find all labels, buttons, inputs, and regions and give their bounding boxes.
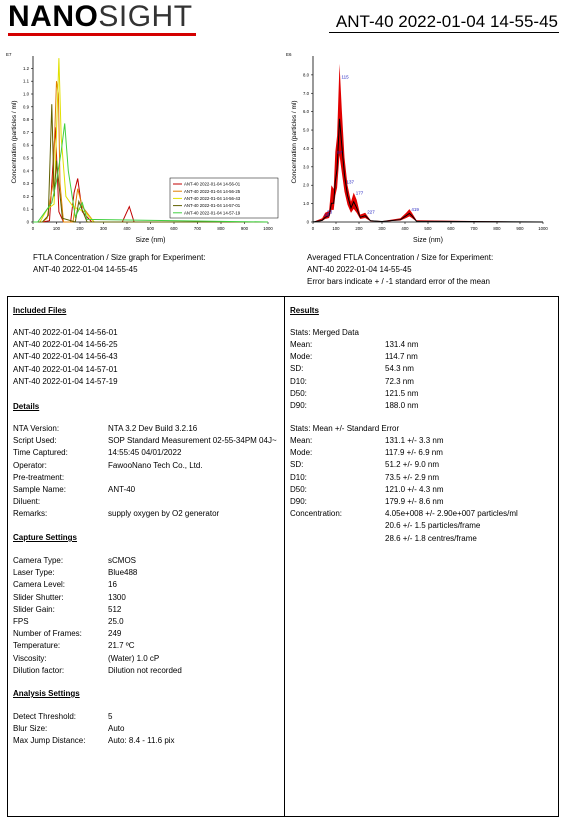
included-files-heading: Included Files	[13, 306, 67, 315]
x-tick-label: 200	[76, 226, 84, 231]
merged-stat-label: D90:	[290, 401, 307, 410]
x-tick-label: 400	[401, 226, 409, 231]
x-tick-label: 500	[146, 226, 155, 231]
legend-entry: ANT-40 2022-01-04 14-56-25	[184, 188, 241, 194]
peak-label: 97	[337, 149, 343, 155]
y-tick-label: 2.0	[303, 182, 309, 188]
detail-label: Remarks:	[13, 509, 48, 519]
peak-label: 115	[341, 74, 349, 80]
mean-se-stat-label: D50:	[290, 484, 307, 494]
mean-se-stat-value: 117.9 +/- 6.9 nm	[385, 448, 443, 458]
included-file-item: ANT-40 2022-01-04 14-56-01	[13, 328, 118, 337]
y-tick-label: 7.0	[303, 90, 309, 96]
capture-setting-label: Temperature:	[13, 641, 61, 651]
mean-se-stat-label: SD:	[290, 460, 304, 470]
capture-setting-value: 25.0	[108, 617, 124, 626]
capture-setting-value: 249	[108, 629, 122, 639]
legend-entry: ANT-40 2022-01-04 14-57-01	[184, 203, 241, 209]
x-tick-label: 700	[470, 226, 478, 231]
capture-setting-value: 16	[108, 580, 117, 590]
y-tick-label: 5.0	[303, 127, 309, 133]
merged-stat-value: 114.7 nm	[385, 352, 418, 362]
capture-setting-value: Dilution not recorded	[108, 665, 182, 675]
y-tick-label: 0.4	[23, 168, 29, 174]
capture-setting-label: Camera Level:	[13, 580, 66, 590]
logo-underline	[8, 33, 196, 36]
peak-label: 53	[327, 209, 333, 215]
capture-setting-value: 1300	[108, 592, 126, 602]
x-tick-label: 0	[31, 226, 35, 231]
details-heading: Details	[13, 402, 40, 411]
y-tick-label: 0.6	[23, 142, 29, 148]
mean-se-stat-value: 28.6 +/- 1.8 centres/frame	[385, 533, 477, 543]
included-file-item: ANT-40 2022-01-04 14-56-43	[13, 352, 118, 362]
y-tick-label: 3.0	[303, 164, 309, 170]
x-axis-label: Size (nm)	[135, 237, 166, 244]
mean-se-stat-label: D90:	[290, 497, 307, 506]
y-tick-label: 0.3	[23, 181, 29, 187]
analysis-setting-value: 5	[108, 712, 113, 721]
x-tick-label: 800	[493, 226, 501, 231]
averaged-ftla-chart	[280, 48, 562, 248]
analysis-setting-label: Detect Threshold:	[13, 712, 76, 721]
merged-data-label: Stats: Merged Data	[290, 328, 359, 337]
detail-label: Time Captured:	[13, 448, 68, 458]
left-chart-caption-1: FTLA Concentration / Size graph for Experiment:	[33, 253, 206, 262]
run-title: ANT-40 2022-01-04 14-55-45	[335, 12, 558, 31]
merged-stat-value: 131.4 nm	[385, 340, 419, 349]
mean-se-stat-value: 20.6 +/- 1.5 particles/frame	[385, 521, 481, 531]
analysis-setting-value: Auto: 8.4 - 11.6 pix	[108, 736, 175, 746]
detail-label: Operator:	[13, 460, 47, 470]
merged-stat-value: 188.0 nm	[385, 401, 419, 410]
mean-se-label: Stats: Mean +/- Standard Error	[290, 424, 400, 433]
x-tick-label: 100	[332, 226, 340, 231]
x-tick-label: 300	[99, 226, 108, 231]
y-axis-label: Concentration (particles / ml)	[11, 100, 18, 184]
merged-stat-label: Mode:	[290, 352, 313, 362]
capture-setting-label: Slider Shutter:	[13, 592, 64, 602]
mean-se-stat-label: Mean:	[290, 436, 313, 445]
x-tick-label: 900	[240, 226, 249, 231]
y-tick-label: 1.2	[23, 65, 29, 71]
y-tick-label: 0.9	[23, 104, 29, 110]
x-tick-label: 0	[311, 226, 315, 231]
capture-setting-value: 512	[108, 604, 122, 614]
error-band	[313, 64, 543, 222]
mean-se-stat-label: D10:	[290, 472, 307, 482]
peak-label: 227	[367, 209, 375, 215]
y-tick-label: 8.0	[303, 72, 309, 78]
detail-value: FawooNano Tech Co., Ltd.	[108, 460, 203, 470]
capture-setting-label: Number of Frames:	[13, 629, 82, 639]
merged-stat-value: 121.5 nm	[385, 388, 419, 398]
y-tick-label: 1.0	[23, 91, 29, 97]
y-tick-label: 4.0	[303, 145, 309, 151]
detail-label: Sample Name:	[13, 485, 66, 494]
right-chart-caption-1: Averaged FTLA Concentration / Size for Experiment:	[307, 253, 494, 262]
x-tick-label: 500	[424, 226, 432, 231]
peak-label: 419	[411, 206, 419, 212]
results-heading: Results	[290, 306, 319, 315]
y-tick-label: 6.0	[303, 109, 309, 115]
logo-light-text: SIGHT	[98, 0, 193, 33]
ftla-concentration-chart	[0, 48, 282, 248]
capture-setting-value: Blue488	[108, 568, 138, 578]
peak-label: 177	[355, 190, 364, 196]
mean-se-stat-value: 73.5 +/- 2.9 nm	[385, 472, 440, 482]
right-chart-caption-2: ANT-40 2022-01-04 14-55-45	[307, 265, 412, 274]
detail-value: ANT-40	[108, 485, 136, 494]
detail-value: 14:55:45 04/01/2022	[108, 448, 182, 458]
analysis-setting-label: Max Jump Distance:	[13, 736, 86, 746]
capture-setting-label: Camera Type:	[13, 556, 64, 565]
y-tick-label: 0.7	[23, 129, 29, 135]
legend-entry: ANT-40 2022-01-04 14-56-43	[184, 196, 241, 201]
capture-settings-heading: Capture Settings	[13, 533, 78, 542]
mean-se-stat-value: 179.9 +/- 8.6 nm	[385, 497, 444, 506]
right-chart-caption-3: Error bars indicate + / -1 standard error of the mean	[307, 277, 490, 286]
y-exponent-label: E7	[6, 52, 12, 57]
x-tick-label: 300	[378, 226, 386, 231]
legend-entry: ANT-40 2022-01-04 14-56-01	[184, 181, 241, 187]
merged-stat-label: D10:	[290, 376, 307, 386]
run-title-underline	[329, 32, 559, 33]
capture-setting-label: Dilution factor:	[13, 665, 65, 675]
detail-label: Pre-treatment:	[13, 472, 65, 482]
capture-setting-value: (Water) 1.0 cP	[108, 653, 160, 663]
x-tick-label: 200	[355, 226, 363, 231]
y-exponent-label: E6	[286, 52, 292, 57]
merged-stat-value: 72.3 nm	[385, 376, 414, 386]
y-axis-label: Concentration (particles / ml)	[291, 100, 298, 184]
y-tick-label: 1.1	[23, 78, 29, 84]
x-tick-label: 600	[447, 226, 455, 231]
included-file-item: ANT-40 2022-01-04 14-56-25	[13, 340, 118, 350]
capture-setting-value: 21.7 ºC	[108, 641, 135, 651]
x-tick-label: 100	[52, 226, 61, 231]
x-tick-label: 700	[193, 226, 202, 231]
y-tick-label: 0.1	[23, 206, 29, 212]
merged-stat-value: 54.3 nm	[385, 364, 414, 374]
included-file-item: ANT-40 2022-01-04 14-57-01	[13, 364, 118, 374]
settings-panel	[7, 296, 285, 817]
detail-label: Diluent:	[13, 497, 41, 507]
capture-setting-label: Laser Type:	[13, 568, 55, 578]
mean-line	[313, 119, 543, 222]
nanosight-logo	[8, 2, 193, 32]
y-tick-label: 0.8	[23, 117, 29, 123]
merged-stat-label: D50:	[290, 388, 307, 398]
detail-label: Script Used:	[13, 436, 57, 446]
merged-stat-label: SD:	[290, 364, 304, 374]
capture-setting-value: sCMOS	[108, 556, 136, 565]
y-tick-label: 1.0	[303, 201, 309, 207]
analysis-setting-value: Auto	[108, 724, 125, 734]
detail-value: SOP Standard Measurement 02-55-34PM 04J~	[108, 436, 277, 446]
y-tick-label: 0	[306, 219, 309, 225]
mean-se-stat-value: 131.1 +/- 3.3 nm	[385, 436, 444, 445]
x-tick-label: 900	[516, 226, 524, 231]
x-tick-label: 1000	[538, 226, 548, 231]
mean-se-stat-value: 4.05e+008 +/- 2.90e+007 particles/ml	[385, 509, 518, 519]
capture-setting-label: Viscosity:	[13, 653, 47, 663]
y-tick-label: 0.5	[23, 155, 29, 161]
x-tick-label: 1000	[263, 226, 273, 231]
peak-label: 40	[324, 212, 330, 218]
x-tick-label: 400	[123, 226, 131, 231]
x-tick-label: 800	[217, 226, 225, 231]
mean-se-stat-label: Mode:	[290, 448, 313, 458]
y-tick-label: 0	[26, 219, 29, 225]
logo-bold-text: NANO	[8, 0, 99, 33]
capture-setting-label: Slider Gain:	[13, 604, 55, 614]
left-chart-caption-2: ANT-40 2022-01-04 14-55-45	[33, 265, 138, 274]
analysis-settings-heading: Analysis Settings	[13, 689, 80, 698]
mean-se-stat-value: 121.0 +/- 4.3 nm	[385, 484, 444, 494]
peak-label: 137	[346, 179, 355, 185]
detail-value: NTA 3.2 Dev Build 3.2.16	[108, 424, 198, 433]
y-tick-label: 0.2	[23, 193, 29, 199]
x-axis-label: Size (nm)	[413, 237, 443, 244]
analysis-setting-label: Blur Size:	[13, 724, 48, 734]
detail-label: NTA Version:	[13, 424, 60, 433]
x-tick-label: 600	[170, 226, 178, 231]
included-file-item: ANT-40 2022-01-04 14-57-19	[13, 376, 118, 386]
detail-value: supply oxygen by O2 generator	[108, 509, 220, 519]
capture-setting-label: FPS	[13, 617, 29, 626]
legend-entry: ANT-40 2022-01-04 14-57-19	[184, 210, 241, 216]
mean-se-stat-value: 51.2 +/- 9.0 nm	[385, 460, 440, 470]
merged-stat-label: Mean:	[290, 340, 313, 349]
results-panel	[284, 296, 559, 817]
mean-se-stat-label: Concentration:	[290, 509, 343, 519]
